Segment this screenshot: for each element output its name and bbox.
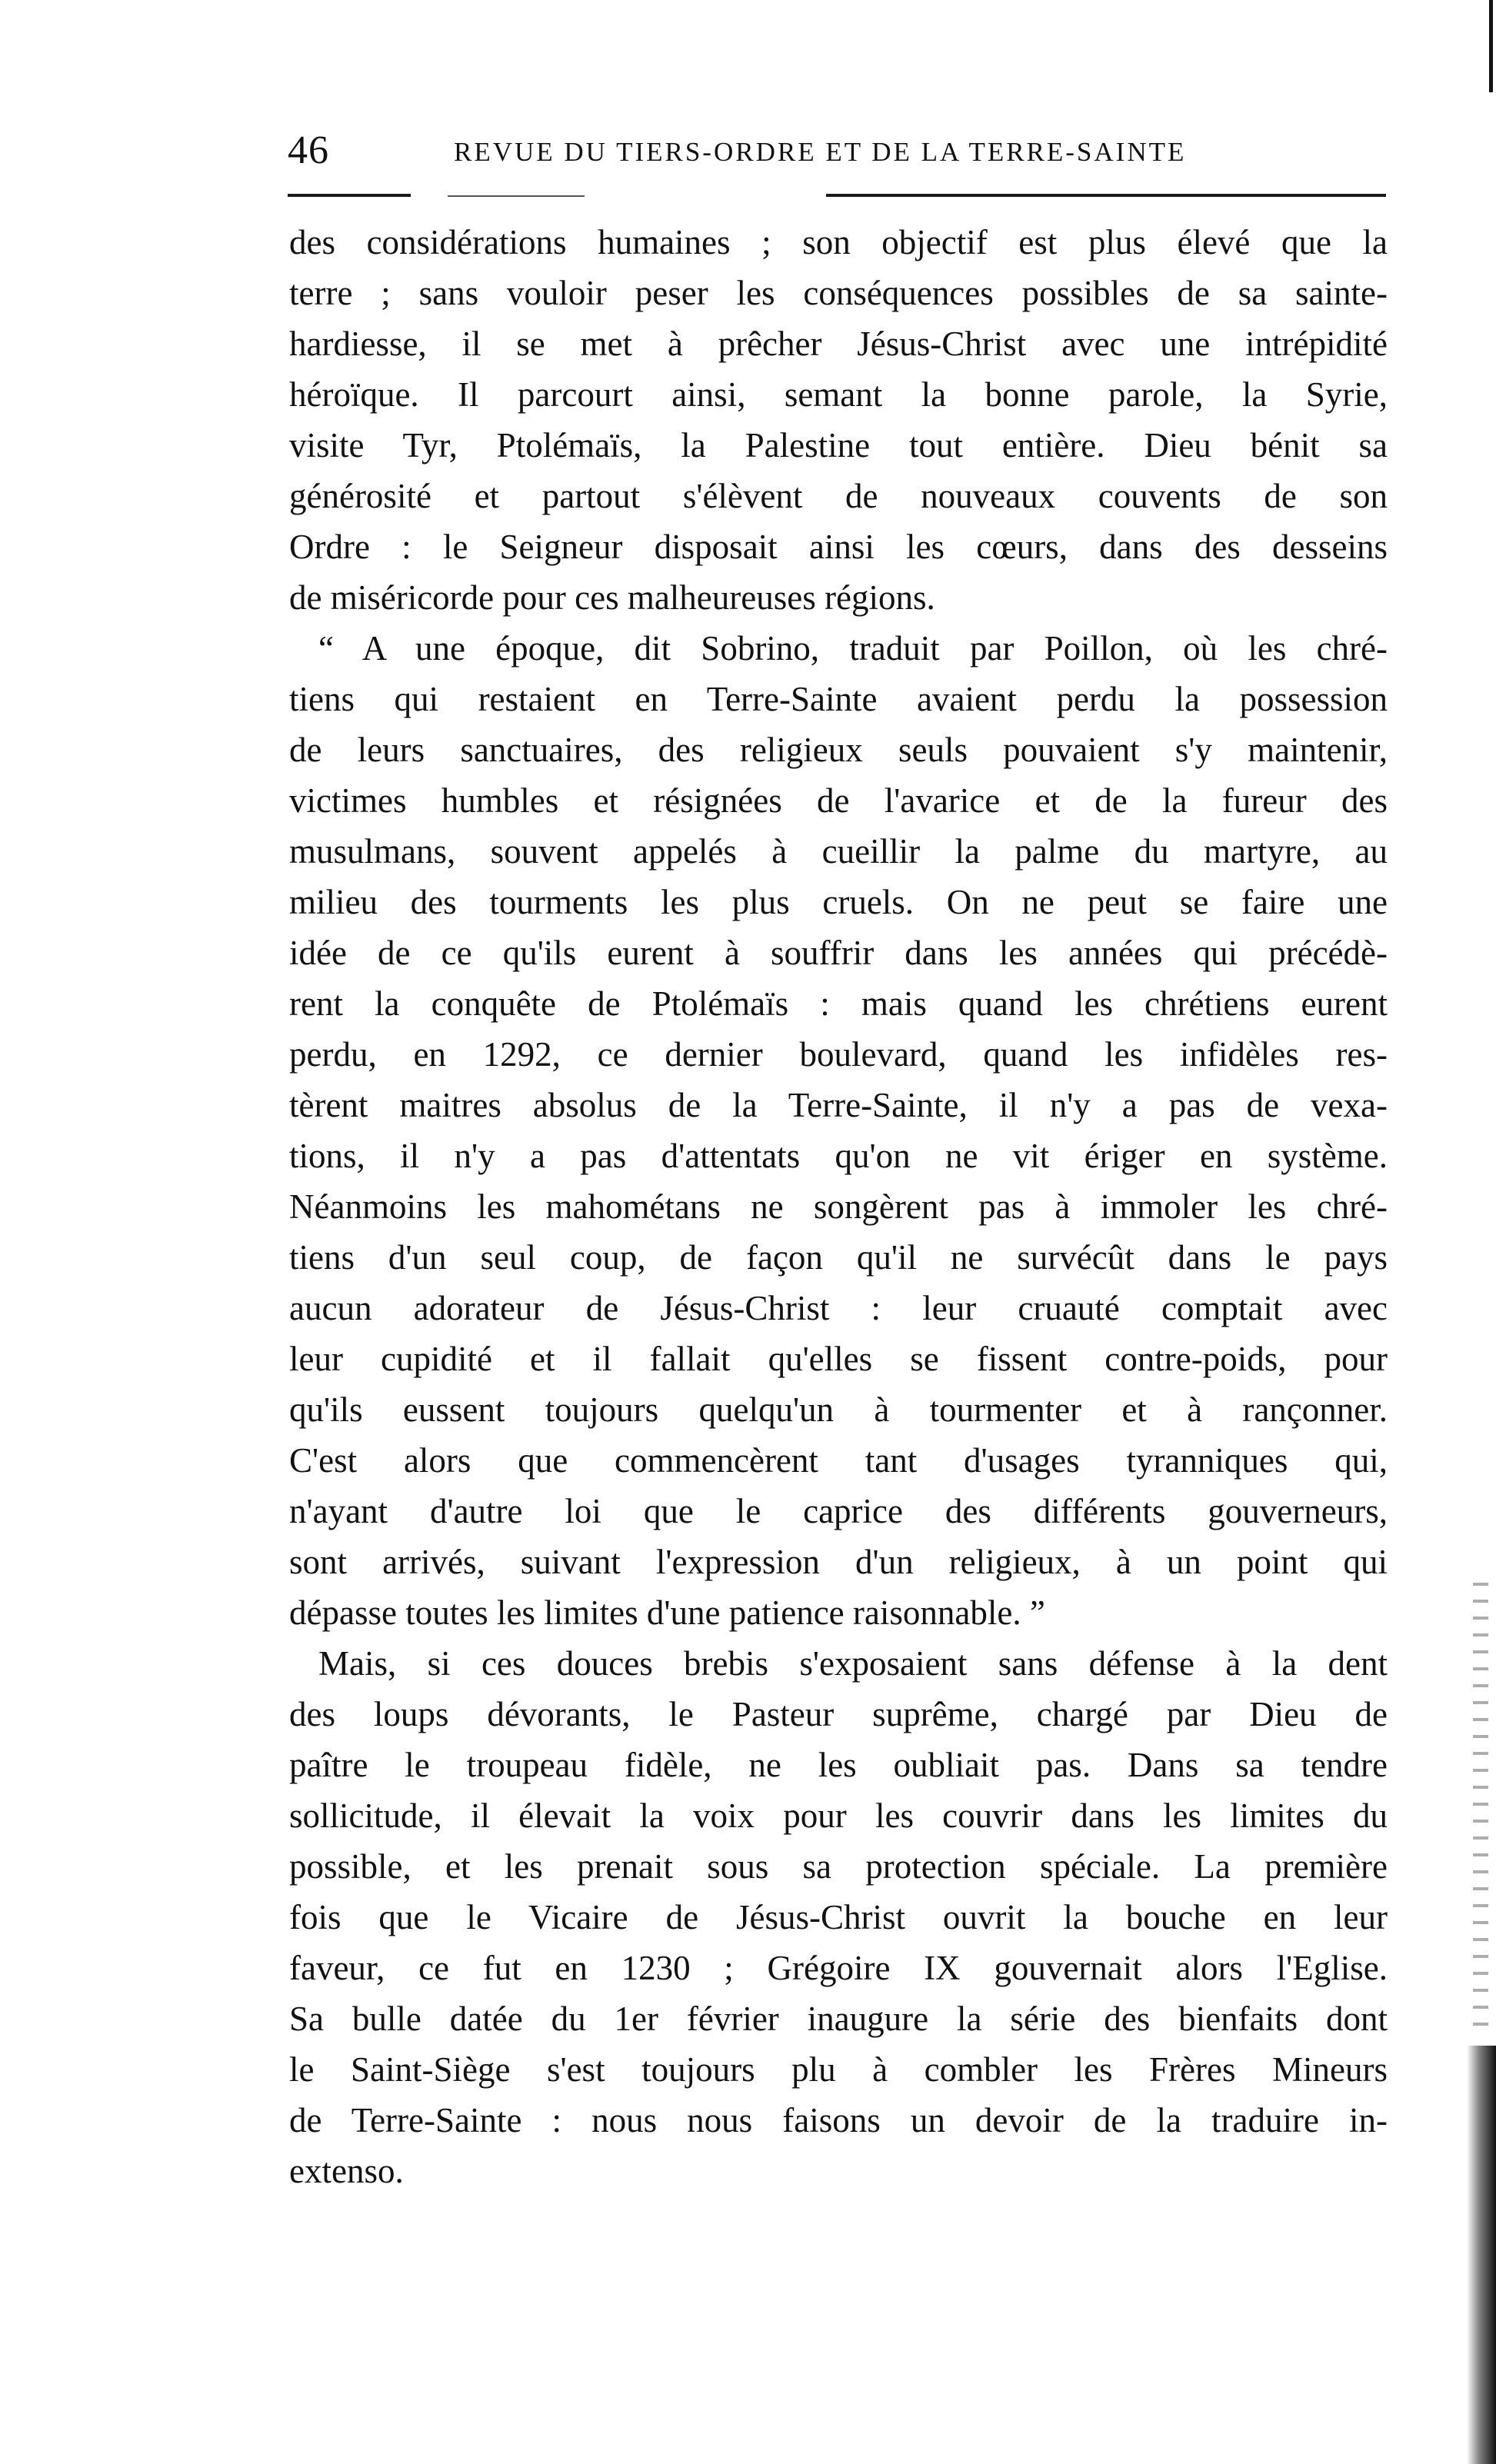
text-line: terre ; sans vouloir peser les conséquences possibles de sa sainte- [289,274,1388,312]
text-line: héroïque. Il parcourt ainsi, semant la bonne parole, la Syrie, [289,375,1388,414]
running-head: REVUE DU TIERS-ORDRE ET DE LA TERRE-SAINTE [454,137,1187,167]
text-line: de leurs sanctuaires, des religieux seuls pouvaient s'y maintenir, [289,731,1388,769]
page-edge-shadow-top [1489,0,1493,92]
text-line: paître le troupeau fidèle, ne les oubliait pas. Dans sa tendre [289,1746,1388,1784]
page-edge-specks [1473,1569,1488,2030]
text-line: musulmans, souvent appelés à cueillir la palme du martyre, au [289,832,1388,871]
text-line: Néanmoins les mahométans ne songèrent pas à immoler les chré- [289,1187,1388,1226]
text-line: idée de ce qu'ils eurent à souffrir dans les années qui précédè- [289,934,1388,972]
text-line: leur cupidité et il fallait qu'elles se fissent contre-poids, pour [289,1340,1388,1378]
text-line: perdu, en 1292, ce dernier boulevard, quand les infidèles res- [289,1035,1388,1074]
text-line: des loups dévorants, le Pasteur suprême, chargé par Dieu de [289,1695,1388,1733]
text-line: faveur, ce fut en 1230 ; Grégoire IX gouvernait alors l'Eglise. [289,1949,1388,1987]
text-line: générosité et partout s'élèvent de nouveaux couvents de son [289,477,1388,515]
text-line: tiens qui restaient en Terre-Sainte avaient perdu la possession [289,680,1388,718]
header-rule-left [288,194,411,197]
page-header [288,128,1388,174]
text-line: tiens d'un seul coup, de façon qu'il ne survécût dans le pays [289,1238,1388,1277]
page-number: 46 [288,128,329,172]
text-line: milieu des tourments les plus cruels. On ne peut se faire une [289,883,1388,921]
text-line: des considérations humaines ; son objectif est plus élevé que la [289,223,1388,261]
text-line: aucun adorateur de Jésus-Christ : leur cruauté comptait avec [289,1289,1388,1327]
text-line: fois que le Vicaire de Jésus-Christ ouvrit la bouche en leur [289,1898,1388,1936]
paragraph-end-line: extenso. [289,2152,404,2190]
text-line: rent la conquête de Ptolémaïs : mais quand les chrétiens eurent [289,984,1388,1023]
header-rule-right [826,194,1386,197]
text-line: de Terre-Sainte : nous nous faisons un devoir de la traduire in- [289,2101,1388,2139]
text-line: hardiesse, il se met à prêcher Jésus-Christ avec une intrépidité [289,325,1388,363]
text-line: tèrent maitres absolus de la Terre-Sainte, il n'y a pas de vexa- [289,1086,1388,1124]
text-line: sollicitude, il élevait la voix pour les couvrir dans les limites du [289,1796,1388,1835]
text-line: possible, et les prenait sous sa protection spéciale. La première [289,1847,1388,1886]
text-line: C'est alors que commencèrent tant d'usages tyranniques qui, [289,1441,1388,1480]
text-line: Sa bulle datée du 1er février inaugure la série des bienfaits dont [289,2000,1388,2038]
text-line: le Saint-Siège s'est toujours plu à combler les Frères Mineurs [289,2050,1388,2089]
text-line: qu'ils eussent toujours quelqu'un à tourmenter et à rançonner. [289,1390,1388,1429]
paragraph-start-line: “ A une époque, dit Sobrino, traduit par Poillon, où les chré- [318,629,1388,668]
text-line: Ordre : le Seigneur disposait ainsi les cœurs, dans des desseins [289,528,1388,566]
text-line: n'ayant d'autre loi que le caprice des différents gouverneurs, [289,1492,1388,1530]
paragraph-end-line: de miséricorde pour ces malheureuses régions. [289,578,935,617]
body-text [289,217,1388,2196]
text-line: visite Tyr, Ptolémaïs, la Palestine tout entière. Dieu bénit sa [289,426,1388,464]
text-line: tions, il n'y a pas d'attentats qu'on ne vit ériger en système. [289,1137,1388,1175]
paragraph-start-line: Mais, si ces douces brebis s'exposaient sans défense à la dent [318,1644,1388,1683]
header-rule-middle [448,195,585,197]
paragraph-end-line: dépasse toutes les limites d'une patience raisonnable. ” [289,1593,1045,1632]
text-line: sont arrivés, suivant l'expression d'un religieux, à un point qui [289,1543,1388,1581]
page-edge-shadow-bottom [1467,2046,1496,2464]
text-line: victimes humbles et résignées de l'avarice et de la fureur des [289,781,1388,820]
